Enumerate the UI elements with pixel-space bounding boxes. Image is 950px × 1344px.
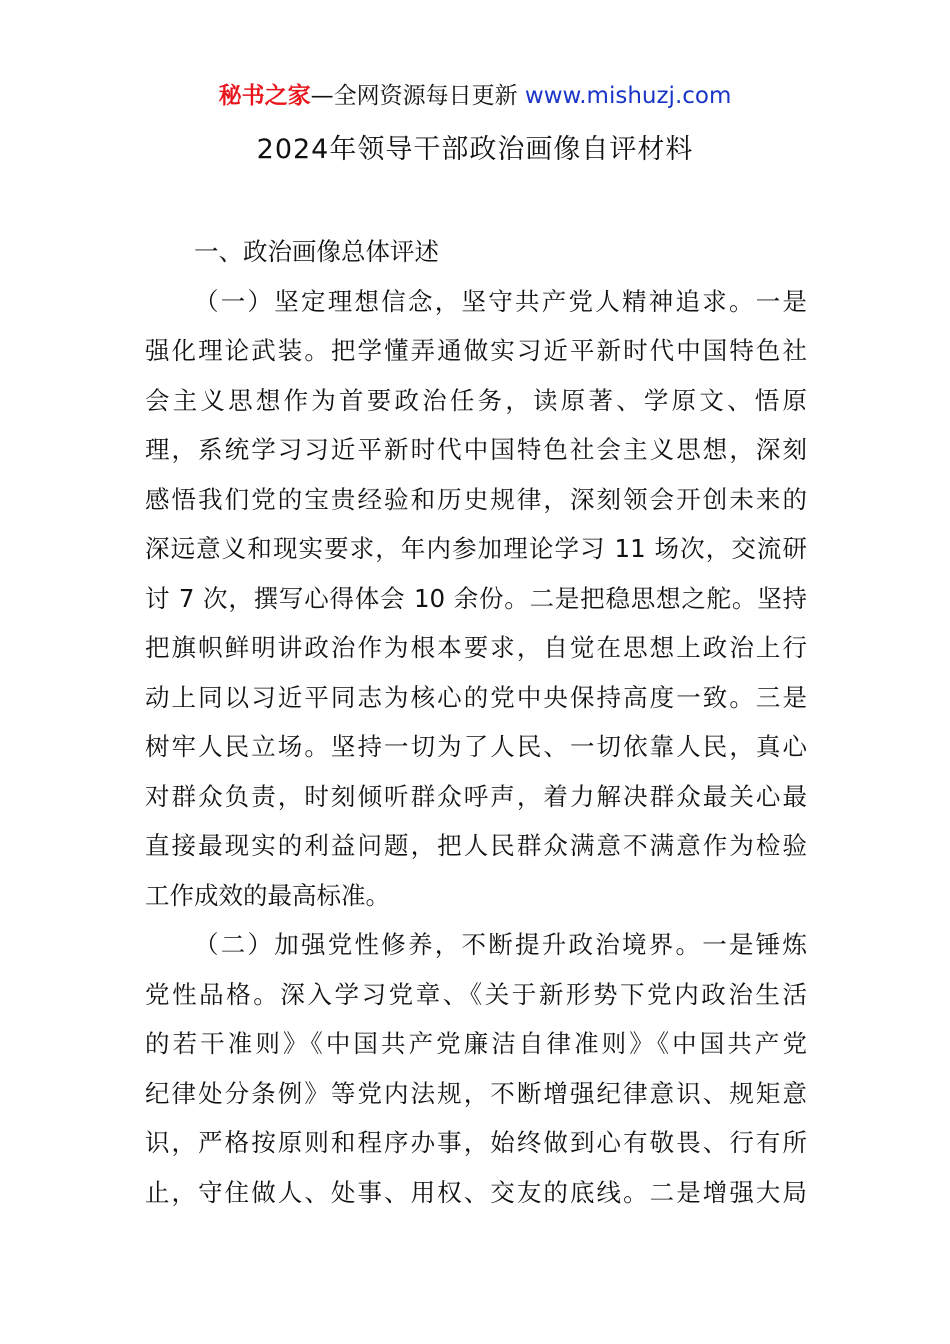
text-line: 把旗帜鲜明讲政治作为根本要求，自觉在思想上政治上行 [145,633,807,662]
text-line: 工作成效的最高标准。 [145,880,390,910]
text-line: （一）坚定理想信念，坚守共产党人精神追求。一是 [194,286,807,316]
text-line: （二）加强党性修养，不断提升政治境界。一是锤炼 [194,930,807,959]
brand-name: 秘书之家 [218,83,311,109]
text-line: 一、政治画像总体评述 [194,237,439,266]
text-line: 讨 7 次，撰写心得体会 10 余份。二是把稳思想之舵。坚持 [145,583,807,613]
text-line: 动上同以习近平同志为核心的党中央保持高度一致。三是 [145,682,807,712]
text-line: 止，守住做人、处事、用权、交友的底线。二是增强大局 [145,1177,807,1207]
text-line: 深远意义和现实要求，年内参加理论学习 11 场次，交流研 [145,534,807,563]
text-line: 理，系统学习习近平新时代中国特色社会主义思想，深刻 [145,435,807,464]
site-header [0,80,950,112]
text-line: 对群众负责，时刻倾听群众呼声，着力解决群众最关心最 [145,781,807,811]
text-line: 纪律处分条例》等党内法规，不断增强纪律意识、规矩意 [145,1078,807,1108]
text-line: 感悟我们党的宝贵经验和历史规律，深刻领会开创未来的 [145,484,807,514]
site-slogan: —全网资源每日更新 [310,83,518,109]
site-url-link[interactable]: www.mishuzj.com [524,83,732,109]
text-line: 会主义思想作为首要政治任务，读原著、学原文、悟原 [145,385,807,415]
document-title: 2024年领导干部政治画像自评材料 [256,134,694,165]
text-line: 直接最现实的利益问题，把人民群众满意不满意作为检验 [145,831,807,860]
document-body [145,227,807,1217]
text-line: 强化理论武装。把学懂弄通做实习近平新时代中国特色社 [145,336,807,365]
text-line: 树牢人民立场。坚持一切为了人民、一切依靠人民，真心 [145,732,807,761]
text-line: 党性品格。深入学习党章、《关于新形势下党内政治生活 [145,979,807,1009]
text-line: 的若干准则》《中国共产党廉洁自律准则》《中国共产党 [145,1029,807,1058]
text-line: 识，严格按原则和程序办事，始终做到心有敬畏、行有所 [145,1128,807,1157]
